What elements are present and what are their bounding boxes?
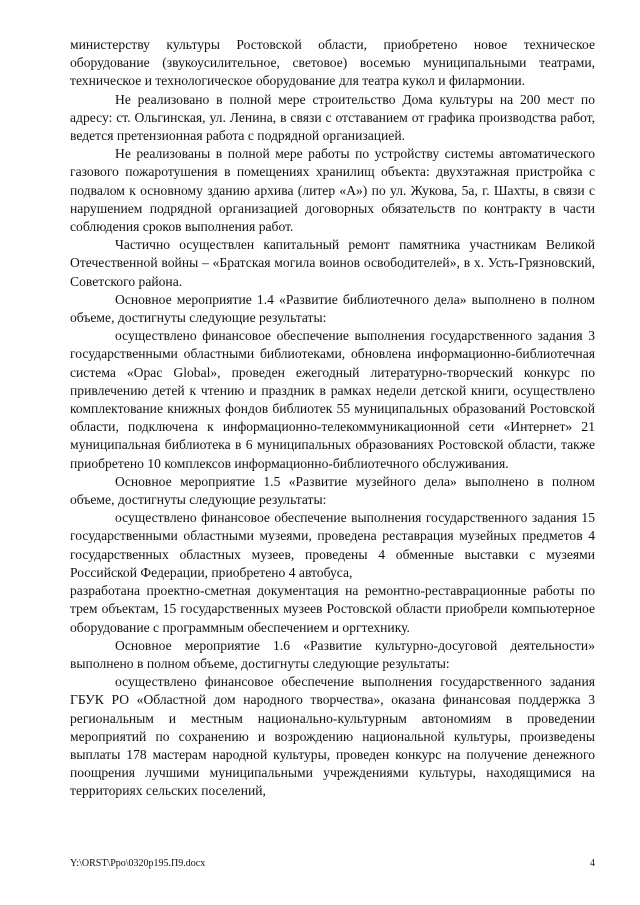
paragraph-8: осуществлено финансовое обеспечение выполнения государственного задания 15 государственными областными музеями, проведена реставрация музейных предметов 4 государственных областных музеев, проведены 4 обменные выставки с музеями Российской Федерации, приобретено 4 автобуса,	[70, 510, 595, 580]
paragraph-2: Не реализовано в полной мере строительство Дома культуры на 200 мест по адресу: ст. Ольгинская, ул. Ленина, в связи с отставанием от графика производства работ, ведется претензионная работа с подрядной организацией.	[70, 91, 595, 144]
paragraph-1: министерству культуры Ростовской области, приобретено новое техническое оборудование (звукоусилительное, световое) восемью муниципальными театрами, техническое и технологическое оборудование для театра кукол и филармонии.	[70, 37, 595, 89]
page-number: 4	[590, 858, 595, 869]
paragraph-3: Не реализованы в полной мере работы по устройству системы автоматического газового пожаротушения в помещениях хранилищ объекта: двухэтажная пристройка с подвалом к основному зданию архива (литер «А») по ул. Жукова, 5а, г. Шахты, в связи с нарушением подрядной организацией договорных обязательств по контракту в части соблюдения сроков выполнения работ.	[70, 146, 595, 235]
document-body	[70, 36, 595, 801]
paragraph-9: разработана проектно-сметная документация на ремонтно-реставрационные работы по трем объектам, 15 государственных музеев Ростовской области приобрели компьютерное оборудование с программным обеспечением и оргтехнику.	[70, 583, 595, 635]
file-path: Y:\ORST\Ppo\0320p195.П9.docx	[70, 858, 206, 869]
paragraph-5: Основное мероприятие 1.4 «Развитие библиотечного дела» выполнено в полном объеме, достигнуты следующие результаты:	[70, 291, 595, 326]
paragraph-10: Основное мероприятие 1.6 «Развитие культурно-досуговой деятельности» выполнено в полном объеме, достигнуты следующие результаты:	[70, 637, 595, 671]
paragraph-7: Основное мероприятие 1.5 «Развитие музейного дела» выполнено в полном объеме, достигнуты следующие результаты:	[70, 473, 595, 508]
paragraph-11: осуществлено финансовое обеспечение выполнения государственного задания ГБУК РО «Областной дом народного творчества», оказана финансовая поддержка 3 региональным и местным национально-культурным автономиям в проведении мероприятий по сохранению и возрождению национальной культуры, произведены выплаты 178 мастерам народной культуры, проведен конкурс на получение денежного поощрения лучшими муниципальными учреждениями культуры, находящимися на территориях сельских поселений,	[70, 674, 595, 799]
paragraph-4: Частично осуществлен капитальный ремонт памятника участникам Великой Отечественной войны – «Братская могила воинов освободителей», в х. Усть-Грязновский, Советского района.	[70, 237, 595, 289]
page-footer	[70, 858, 595, 869]
paragraph-6: осуществлено финансовое обеспечение выполнения государственного задания 3 государственными областными библиотеками, обновлена информационно-библиотечная система «Opac Global», проведен ежегодный литературно-творческий конкурс по привлечению детей к чтению и праздник в рамках недели детской книги, осуществлено комплектование книжных фондов библиотек 55 муниципальных образований Ростовской области, подключена к информационно-телекоммуникационной сети «Интернет» 21 муниципальная библиотека в 6 муниципальных образованиях Ростовской области, также приобретено 10 комплексов информационно-библиотечного обслуживания.	[70, 328, 595, 471]
